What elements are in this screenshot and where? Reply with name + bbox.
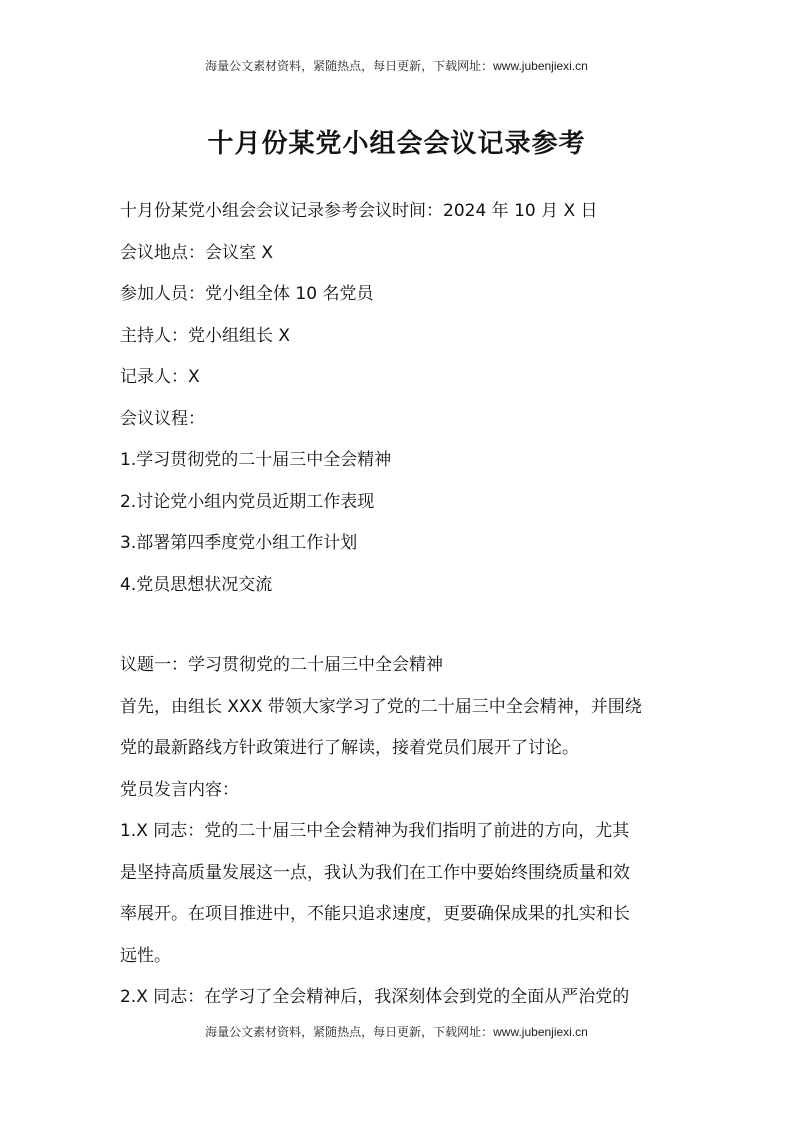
speech-one-line: 远性。 [120,945,171,966]
footer-url-link[interactable]: www.jubenjiexi.cn [493,1025,588,1039]
topic-one-intro-line: 党的最新路线方针政策进行了解读，接着党员们展开了讨论。 [120,738,579,758]
document-title: 十月份某党小组会会议记录参考 [207,129,586,159]
meeting-attendees-line: 参加人员：党小组全体 10 名党员 [120,284,374,304]
footer-text: 海量公文素材资料，紧随热点，每日更新，下载网址： [205,1025,494,1039]
meeting-location-line: 会议地点：会议室 X [120,242,274,263]
meeting-host-line: 主持人：党小组组长 X [120,325,291,346]
topic-one-intro-line: 首先，由组长 XXX 带领大家学习了党的二十届三中全会精神，并围绕 [120,696,642,717]
agenda-item: 4.党员思想状况交流 [120,574,273,595]
speech-one-line: 1.X 同志：党的二十届三中全会精神为我们指明了前进的方向，尤其 [120,821,630,841]
meeting-time-line: 十月份某党小组会会议记录参考会议时间：2024 年 10 月 X 日 [120,201,598,221]
agenda-label: 会议议程： [120,408,205,429]
page-header [0,58,793,74]
meeting-recorder-line: 记录人：X [120,367,200,387]
header-text: 海量公文素材资料，紧随热点，每日更新，下载网址： [205,59,494,73]
header-url-link[interactable]: www.jubenjiexi.cn [493,59,588,73]
agenda-item: 3.部署第四季度党小组工作计划 [120,533,358,553]
speech-two-line: 2.X 同志：在学习了全会精神后，我深刻体会到党的全面从严治党的 [120,987,630,1007]
agenda-item: 1.学习贯彻党的二十届三中全会精神 [120,450,392,470]
topic-one-section [120,645,680,1019]
topic-one-heading: 议题一：学习贯彻党的二十届三中全会精神 [120,655,443,675]
page-footer [0,1024,793,1040]
speech-label: 党员发言内容： [120,779,239,800]
speech-one-line: 率展开。在项目推进中，不能只追求速度，更要确保成果的扎实和长 [120,904,630,924]
meeting-info-block [120,191,680,606]
agenda-item: 2.讨论党小组内党员近期工作表现 [120,491,375,512]
speech-one-line: 是坚持高质量发展这一点，我认为我们在工作中要始终围绕质量和效 [120,862,630,883]
